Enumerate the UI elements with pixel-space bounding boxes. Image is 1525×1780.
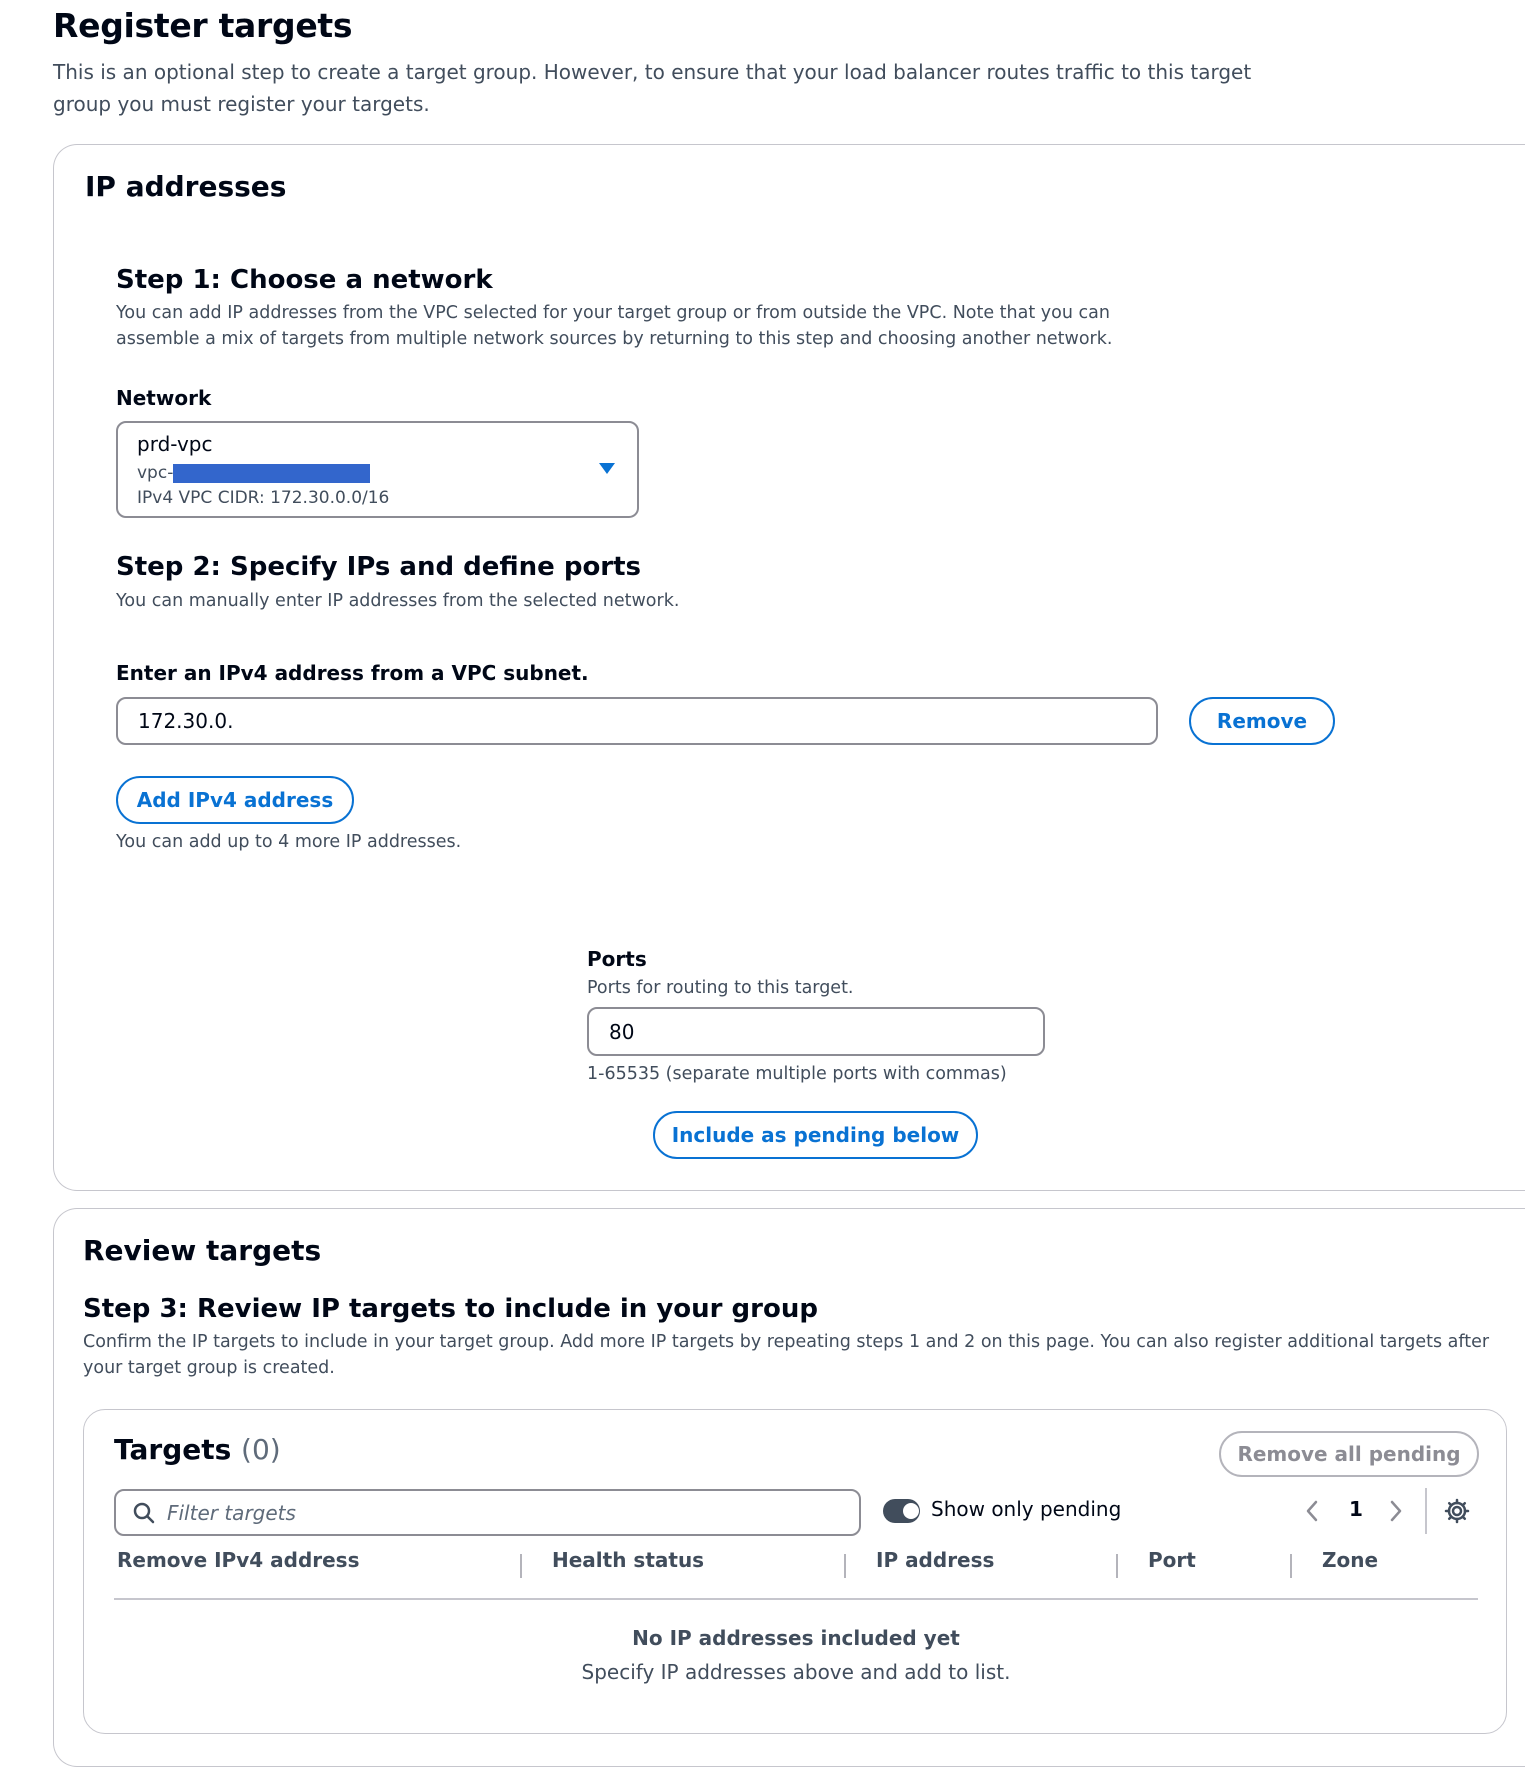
column-health-status[interactable]: Health status (552, 1548, 705, 1572)
targets-heading (114, 1433, 281, 1466)
pagination-divider (1425, 1488, 1427, 1534)
include-pending-button[interactable]: Include as pending below (653, 1111, 978, 1159)
ports-description: Ports for routing to this target. (587, 978, 854, 998)
ip-addresses-heading: IP addresses (85, 170, 287, 203)
page-title: Register targets (53, 6, 353, 45)
vpc-id-prefix: vpc- (137, 463, 174, 483)
column-ip-address[interactable]: IP address (876, 1548, 995, 1572)
empty-state-description: Specify IP addresses above and add to list. (581, 1660, 1011, 1684)
add-ipv4-button[interactable]: Add IPv4 address (116, 776, 354, 824)
toggle-knob (903, 1503, 919, 1519)
ports-input[interactable]: 80 (587, 1007, 1045, 1056)
add-ipv4-hint: You can add up to 4 more IP addresses. (116, 832, 462, 852)
network-vpc-id (137, 463, 370, 483)
review-targets-heading: Review targets (83, 1234, 322, 1267)
step3-heading: Step 3: Review IP targets to include in your group (83, 1294, 818, 1324)
ports-hint: 1-65535 (separate multiple ports with commas) (587, 1064, 1007, 1084)
page-description: This is an optional step to create a target group. However, to ensure that your load balancer routes traffic to this target group you must register your targets. (53, 60, 1252, 116)
table-header-border (114, 1598, 1478, 1600)
empty-state-title: No IP addresses included yet (632, 1626, 960, 1650)
column-divider (1116, 1554, 1118, 1578)
targets-title: Targets (114, 1433, 232, 1466)
step2-description: You can manually enter IP addresses from the selected network. (116, 591, 680, 611)
column-zone[interactable]: Zone (1322, 1548, 1379, 1572)
ipv4-label: Enter an IPv4 address from a VPC subnet. (116, 661, 589, 685)
chevron-right-icon[interactable] (1389, 1500, 1403, 1522)
column-remove-ipv4[interactable]: Remove IPv4 address (117, 1548, 360, 1572)
step3-description: Confirm the IP targets to include in your target group. Add more IP targets by repeating steps 1 and 2 on this page. You can also register additional targets after your target group is created. (83, 1332, 1490, 1378)
gear-icon[interactable] (1444, 1498, 1470, 1524)
column-port[interactable]: Port (1148, 1548, 1196, 1572)
page-number[interactable]: 1 (1349, 1497, 1363, 1521)
vpc-id-redaction (173, 464, 370, 483)
chevron-left-icon[interactable] (1305, 1500, 1319, 1522)
step2-heading: Step 2: Specify IPs and define ports (116, 552, 642, 582)
network-cidr: IPv4 VPC CIDR: 172.30.0.0/16 (137, 488, 390, 508)
filter-targets-input[interactable] (114, 1489, 861, 1536)
step1-description: You can add IP addresses from the VPC selected for your target group or from outside the VPC. Note that you can assemble a mix of targets from multiple network sources by returning to this step and choosing another network. (116, 303, 1113, 349)
column-divider (1290, 1554, 1292, 1578)
column-divider (844, 1554, 846, 1578)
show-only-pending-toggle[interactable] (883, 1499, 920, 1523)
ports-label: Ports (587, 947, 647, 971)
network-select[interactable] (116, 421, 639, 518)
ipv4-input[interactable]: 172.30.0. (116, 697, 1158, 745)
filter-placeholder: Filter targets (167, 1500, 296, 1525)
remove-button[interactable]: Remove (1189, 697, 1335, 745)
caret-down-icon (598, 462, 616, 475)
network-label: Network (116, 386, 212, 410)
targets-count: (0) (241, 1433, 281, 1466)
remove-all-pending-button[interactable]: Remove all pending (1219, 1431, 1479, 1477)
search-icon (133, 1502, 155, 1524)
column-divider (520, 1554, 522, 1578)
step1-heading: Step 1: Choose a network (116, 265, 493, 295)
show-only-pending-label: Show only pending (931, 1497, 1122, 1521)
network-name: prd-vpc (137, 432, 213, 456)
